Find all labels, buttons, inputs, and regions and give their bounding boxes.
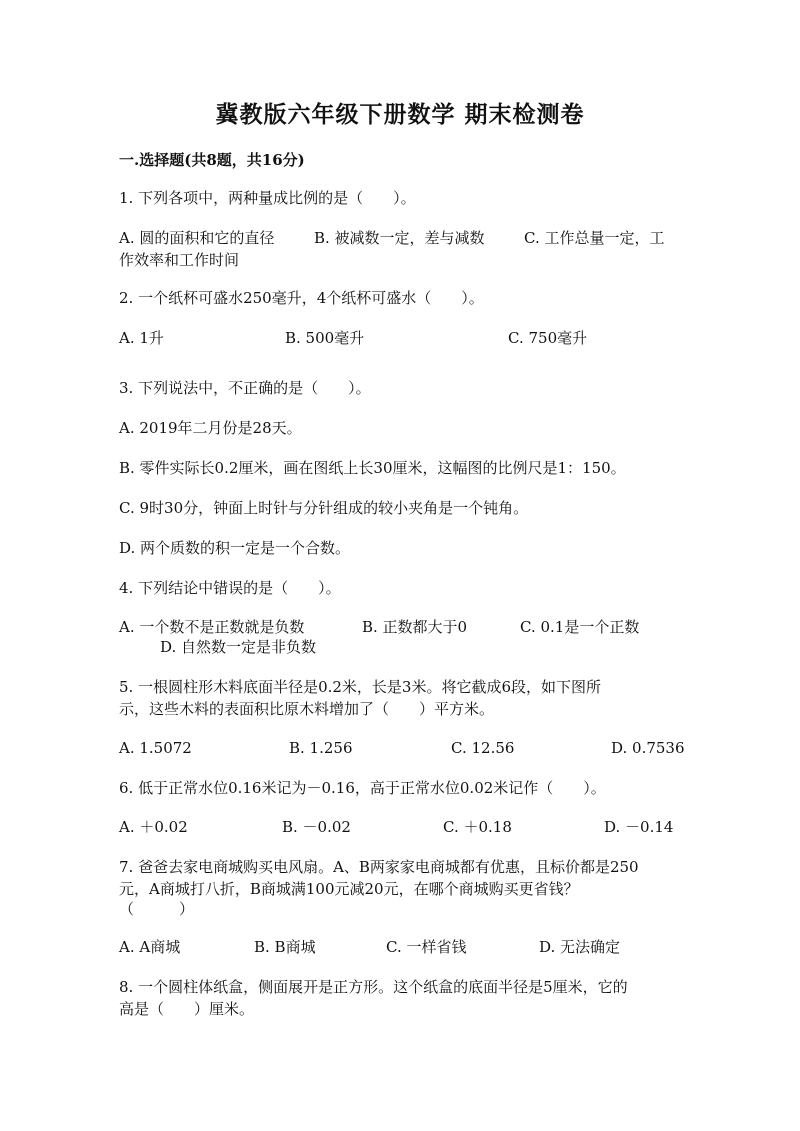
question-6-stem: 6. 低于正常水位0.16米记为－0.16，高于正常水位0.02米记作（ ）。	[119, 779, 606, 797]
question-3-option-c: C. 9时30分，钟面上时针与分针组成的较小夹角是一个钝角。	[119, 499, 529, 517]
question-3-stem: 3. 下列说法中，不正确的是（ ）。	[119, 379, 371, 397]
question-5-option-b: B. 1.256	[289, 739, 353, 757]
question-4-option-d: D. 自然数一定是非负数	[160, 638, 317, 656]
question-7-answer-blank: （ ）	[119, 900, 195, 918]
question-6-option-a: A. ＋0.02	[119, 818, 188, 836]
question-1-option-a: A. 圆的面积和它的直径	[119, 229, 275, 247]
question-5-option-c: C. 12.56	[451, 739, 515, 757]
question-1-option-c: C. 工作总量一定，工	[524, 229, 665, 247]
question-4-stem: 4. 下列结论中错误的是（ ）。	[119, 579, 341, 597]
question-7-option-a: A. A商城	[119, 938, 181, 956]
question-1-option-c-continued: 作效率和工作时间	[119, 251, 240, 269]
question-8-stem-continued: 高是（ ）厘米。	[119, 1000, 255, 1018]
question-5-stem-continued: 示，这些木料的表面积比原木料增加了（ ）平方米。	[119, 700, 495, 718]
question-5-option-d: D. 0.7536	[611, 739, 685, 757]
question-4-option-c: C. 0.1是一个正数	[520, 618, 640, 636]
question-7-option-c: C. 一样省钱	[386, 938, 467, 956]
question-6-option-c: C. ＋0.18	[443, 818, 512, 836]
question-5-stem: 5. 一根圆柱形木料底面半径是0.2米，长是3米。将它截成6段，如下图所	[119, 678, 602, 696]
question-1-option-b: B. 被减数一定，差与减数	[314, 229, 485, 247]
question-7-stem-continued: 元，A商城打八折，B商城满100元减20元，在哪个商城购买更省钱？	[119, 880, 579, 898]
question-7-option-b: B. B商城	[254, 938, 316, 956]
question-4-option-b: B. 正数都大于0	[362, 618, 468, 636]
question-5-option-a: A. 1.5072	[119, 739, 192, 757]
question-3-option-b: B. 零件实际长0.2厘米，画在图纸上长30厘米，这幅图的比例尺是1：150。	[119, 459, 626, 477]
question-2-option-c: C. 750毫升	[508, 329, 588, 347]
question-4-option-a: A. 一个数不是正数就是负数	[119, 618, 305, 636]
question-2-option-a: A. 1升	[119, 329, 164, 347]
section-heading: 一.选择题(共8题，共16分)	[119, 151, 305, 169]
question-1-stem: 1. 下列各项中，两种量成比例的是（ ）。	[119, 189, 416, 207]
question-3-option-d: D. 两个质数的积一定是一个合数。	[119, 539, 351, 557]
question-7-option-d: D. 无法确定	[539, 938, 621, 956]
question-3-option-a: A. 2019年二月份是28天。	[119, 419, 302, 437]
question-6-option-d: D. －0.14	[604, 818, 674, 836]
page-title: 冀教版六年级下册数学 期末检测卷	[215, 101, 585, 128]
question-2-stem: 2. 一个纸杯可盛水250毫升，4个纸杯可盛水（ ）。	[119, 289, 484, 307]
question-2-option-b: B. 500毫升	[285, 329, 365, 347]
question-6-option-b: B. －0.02	[282, 818, 351, 836]
question-7-stem: 7. 爸爸去家电商城购买电风扇。A、B两家家电商城都有优惠，且标价都是250	[119, 858, 639, 876]
question-8-stem: 8. 一个圆柱体纸盒，侧面展开是正方形。这个纸盒的底面半径是5厘米，它的	[119, 978, 628, 996]
